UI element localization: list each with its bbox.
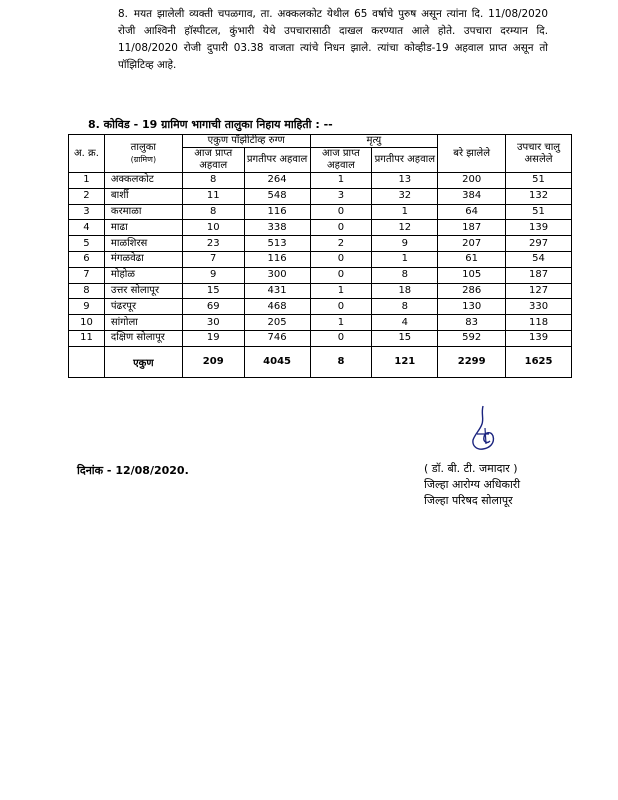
cell-death-total: 13 bbox=[372, 173, 438, 189]
cell-taluka: सांगोला bbox=[104, 315, 182, 331]
total-label: एकुण bbox=[104, 346, 182, 377]
cell-pos-total: 116 bbox=[244, 251, 310, 267]
header-positive-group: एकुण पॉझीटीव्ह रुग्ण bbox=[182, 135, 310, 148]
cell-sr: 6 bbox=[69, 251, 105, 267]
table-row bbox=[69, 188, 572, 204]
cell-sr: 2 bbox=[69, 188, 105, 204]
cell-pos-total: 468 bbox=[244, 299, 310, 315]
cell-sr: 8 bbox=[69, 283, 105, 299]
cell-active: 297 bbox=[506, 236, 572, 252]
cell-taluka: दक्षिण सोलापूर bbox=[104, 330, 182, 346]
table-row bbox=[69, 251, 572, 267]
cell-death-total: 12 bbox=[372, 220, 438, 236]
cell-sr: 5 bbox=[69, 236, 105, 252]
cell-pos-total: 264 bbox=[244, 173, 310, 189]
total-pos-today: 209 bbox=[182, 346, 244, 377]
date-line: दिनांक - 12/08/2020. bbox=[77, 464, 189, 477]
table-body bbox=[69, 173, 572, 347]
cell-taluka: उत्तर सोलापूर bbox=[104, 283, 182, 299]
cell-recovered: 187 bbox=[438, 220, 506, 236]
total-pos-total: 4045 bbox=[244, 346, 310, 377]
cell-death-today: 0 bbox=[310, 204, 372, 220]
cell-death-today: 2 bbox=[310, 236, 372, 252]
paragraph-number: 8. bbox=[118, 8, 128, 20]
cell-active: 127 bbox=[506, 283, 572, 299]
cell-death-total: 4 bbox=[372, 315, 438, 331]
cell-pos-total: 205 bbox=[244, 315, 310, 331]
cell-death-today: 0 bbox=[310, 299, 372, 315]
signature-mark bbox=[465, 404, 501, 454]
cell-death-today: 3 bbox=[310, 188, 372, 204]
cell-pos-total: 338 bbox=[244, 220, 310, 236]
table-row bbox=[69, 204, 572, 220]
cell-pos-total: 116 bbox=[244, 204, 310, 220]
cell-active: 330 bbox=[506, 299, 572, 315]
cell-recovered: 384 bbox=[438, 188, 506, 204]
cell-death-total: 8 bbox=[372, 299, 438, 315]
cell-pos-total: 513 bbox=[244, 236, 310, 252]
header-active: उपचार चालु असलेले bbox=[506, 135, 572, 173]
header-recovered: बरे झालेले bbox=[438, 135, 506, 173]
cell-pos-total: 300 bbox=[244, 267, 310, 283]
cell-death-total: 9 bbox=[372, 236, 438, 252]
cell-sr: 10 bbox=[69, 315, 105, 331]
cell-death-total: 32 bbox=[372, 188, 438, 204]
section-heading: 8. कोविड - 19 ग्रामिण भागाची तालुका निहाय माहिती : -- bbox=[88, 118, 333, 131]
taluka-covid-table bbox=[68, 134, 572, 378]
table-row bbox=[69, 220, 572, 236]
total-blank bbox=[69, 346, 105, 377]
officer-name: ( डॉ. बी. टी. जमादार ) bbox=[424, 462, 518, 475]
cell-sr: 9 bbox=[69, 299, 105, 315]
cell-active: 51 bbox=[506, 204, 572, 220]
paragraph-death-report bbox=[118, 6, 548, 74]
cell-death-today: 0 bbox=[310, 330, 372, 346]
cell-taluka: माळशिरस bbox=[104, 236, 182, 252]
header-pos-cumulative: प्रगतीपर अहवाल bbox=[244, 148, 310, 173]
cell-death-today: 0 bbox=[310, 267, 372, 283]
cell-pos-total: 548 bbox=[244, 188, 310, 204]
cell-recovered: 83 bbox=[438, 315, 506, 331]
cell-active: 118 bbox=[506, 315, 572, 331]
cell-recovered: 207 bbox=[438, 236, 506, 252]
total-active: 1625 bbox=[506, 346, 572, 377]
table-row bbox=[69, 315, 572, 331]
cell-pos-today: 9 bbox=[182, 267, 244, 283]
cell-pos-total: 746 bbox=[244, 330, 310, 346]
cell-taluka: अक्कलकोट bbox=[104, 173, 182, 189]
cell-sr: 4 bbox=[69, 220, 105, 236]
cell-taluka: करमाळा bbox=[104, 204, 182, 220]
officer-block bbox=[424, 461, 520, 509]
cell-taluka: मंगळवेढा bbox=[104, 251, 182, 267]
cell-taluka: मोहोळ bbox=[104, 267, 182, 283]
header-taluka-label: तालुका bbox=[130, 141, 157, 153]
paragraph-text: मयत झालेली व्यक्ती चपळगाव, ता. अक्कलकोट येथील 65 वर्षाचे पुरुष असून त्यांना दि. 11/08/2020 रोजी आश्विनी हॉस्पीटल, कुंभारी येथे उपचारासाठी दाखल करण्यात आले होते. उपचारा दरम्यान दि. 11/08/2020 रोजी दुपारी 03.38 वाजता त्यांचे निधन झाले. त्यांचा कोव्हीड-19 अहवाल प्राप्त असून तो पॉझिटिव्ह आहे. bbox=[118, 8, 548, 71]
cell-recovered: 286 bbox=[438, 283, 506, 299]
cell-pos-today: 30 bbox=[182, 315, 244, 331]
cell-pos-today: 8 bbox=[182, 173, 244, 189]
header-deaths-group: मृत्यु bbox=[310, 135, 438, 148]
cell-sr: 11 bbox=[69, 330, 105, 346]
cell-death-today: 0 bbox=[310, 251, 372, 267]
cell-sr: 1 bbox=[69, 173, 105, 189]
header-taluka-sub: (ग्रामिण) bbox=[130, 154, 157, 164]
header-death-today: आज प्राप्त अहवाल bbox=[310, 148, 372, 173]
table-total-row bbox=[69, 346, 572, 377]
table-row bbox=[69, 267, 572, 283]
cell-death-total: 8 bbox=[372, 267, 438, 283]
cell-death-total: 15 bbox=[372, 330, 438, 346]
cell-pos-today: 11 bbox=[182, 188, 244, 204]
header-pos-today: आज प्राप्त अहवाल bbox=[182, 148, 244, 173]
cell-recovered: 592 bbox=[438, 330, 506, 346]
cell-pos-today: 19 bbox=[182, 330, 244, 346]
cell-recovered: 105 bbox=[438, 267, 506, 283]
cell-active: 187 bbox=[506, 267, 572, 283]
cell-pos-today: 8 bbox=[182, 204, 244, 220]
table-row bbox=[69, 330, 572, 346]
total-recovered: 2299 bbox=[438, 346, 506, 377]
cell-pos-total: 431 bbox=[244, 283, 310, 299]
cell-death-today: 1 bbox=[310, 315, 372, 331]
cell-pos-today: 10 bbox=[182, 220, 244, 236]
cell-pos-today: 69 bbox=[182, 299, 244, 315]
cell-active: 51 bbox=[506, 173, 572, 189]
total-death-today: 8 bbox=[310, 346, 372, 377]
officer-designation: जिल्हा आरोग्य अधिकारी bbox=[424, 478, 521, 491]
total-death-total: 121 bbox=[372, 346, 438, 377]
table-row bbox=[69, 236, 572, 252]
cell-death-total: 18 bbox=[372, 283, 438, 299]
cell-recovered: 64 bbox=[438, 204, 506, 220]
cell-sr: 7 bbox=[69, 267, 105, 283]
cell-pos-today: 23 bbox=[182, 236, 244, 252]
header-death-cumulative: प्रगतीपर अहवाल bbox=[372, 148, 438, 173]
cell-taluka: पंढरपूर bbox=[104, 299, 182, 315]
cell-taluka: माढा bbox=[104, 220, 182, 236]
table-row bbox=[69, 173, 572, 189]
cell-sr: 3 bbox=[69, 204, 105, 220]
table-row bbox=[69, 283, 572, 299]
cell-recovered: 130 bbox=[438, 299, 506, 315]
cell-taluka: बार्शी bbox=[104, 188, 182, 204]
cell-active: 139 bbox=[506, 330, 572, 346]
cell-death-today: 1 bbox=[310, 283, 372, 299]
table-row bbox=[69, 299, 572, 315]
cell-active: 139 bbox=[506, 220, 572, 236]
cell-active: 54 bbox=[506, 251, 572, 267]
header-sr-no: अ. क्र. bbox=[69, 135, 105, 173]
cell-pos-today: 15 bbox=[182, 283, 244, 299]
cell-recovered: 200 bbox=[438, 173, 506, 189]
cell-active: 132 bbox=[506, 188, 572, 204]
officer-office: जिल्हा परिषद सोलापूर bbox=[424, 494, 513, 507]
header-taluka bbox=[104, 135, 182, 173]
cell-death-today: 0 bbox=[310, 220, 372, 236]
cell-death-today: 1 bbox=[310, 173, 372, 189]
cell-recovered: 61 bbox=[438, 251, 506, 267]
cell-death-total: 1 bbox=[372, 251, 438, 267]
cell-death-total: 1 bbox=[372, 204, 438, 220]
cell-pos-today: 7 bbox=[182, 251, 244, 267]
